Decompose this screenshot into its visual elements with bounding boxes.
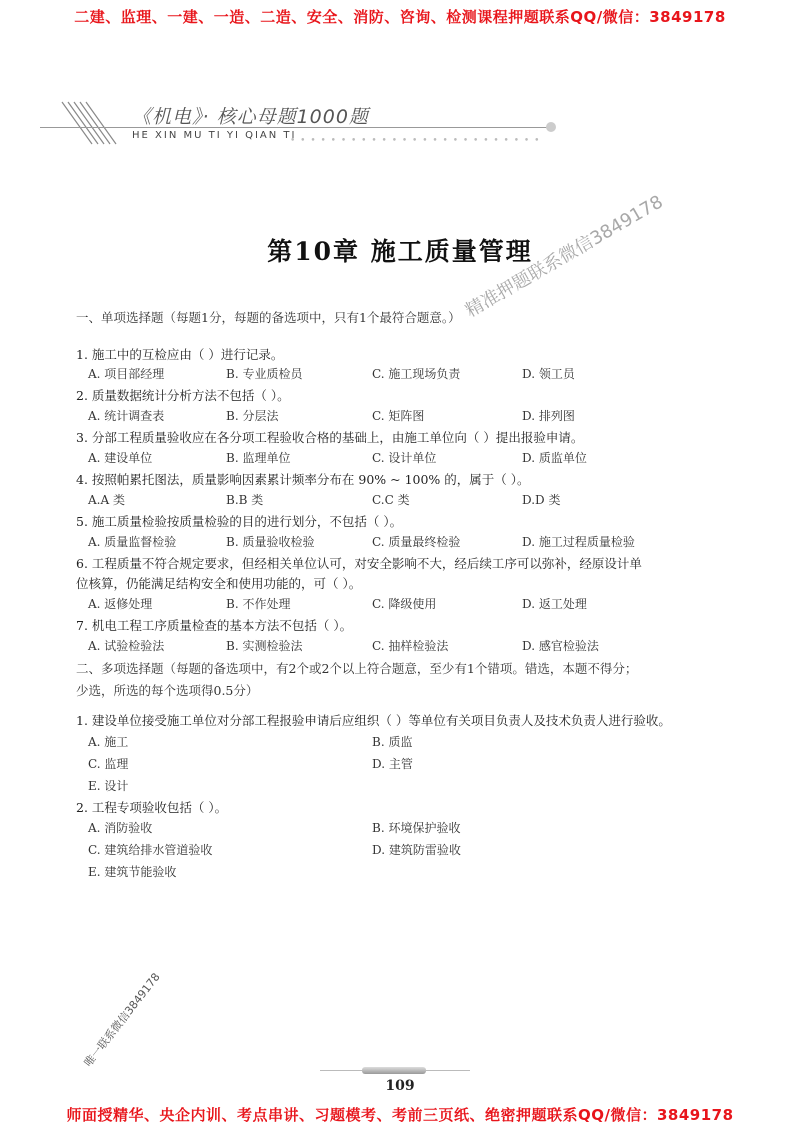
option: D. 建筑防雷验收 (372, 843, 461, 857)
option: A. 统计调查表 (88, 409, 165, 423)
corner-watermark: 唯一联系微信3849178 (81, 970, 163, 1070)
section-single-choice-heading: 一、单项选择题（每题1分，每题的备选项中，只有1个最符合题意。） (76, 310, 461, 325)
option: B. 专业质检员 (226, 367, 303, 381)
question-stem: 3. 分部工程质量验收应在各分项工程验收合格的基础上，由施工单位向（ ）提出报验申请。 (76, 430, 584, 445)
option: D. 施工过程质量检验 (522, 535, 635, 549)
question-stem: 1. 施工中的互检应由（ ）进行记录。 (76, 347, 284, 362)
question-stem: 1. 建设单位接受施工单位对分部工程报验申请后应组织（ ）等单位有关项目负责人及技术负责人进行验收。 (76, 713, 671, 728)
header-rule-end-dot (546, 122, 556, 132)
question-stem: 7. 机电工程工序质量检查的基本方法不包括（ ）。 (76, 618, 353, 633)
question-stem: 6. 工程质量不符合规定要求，但经相关单位认可，对安全影响不大，经后续工序可以弥补，经原设计单 (76, 556, 642, 571)
header-stripes-decoration (52, 100, 122, 146)
option: D. 领工员 (522, 367, 575, 381)
question-stem: 4. 按照帕累托图法，质量影响因素累计频率分布在 90% ~ 100% 的，属于（ ）。 (76, 472, 530, 487)
option: A. 试验检验法 (88, 639, 165, 653)
option: D.D 类 (522, 493, 561, 507)
option: A.A 类 (88, 493, 125, 507)
header-dots: • • • • • • • • • • • • • • • • • • • • • • • • • (290, 136, 541, 146)
option: C.C 类 (372, 493, 410, 507)
option: D. 主管 (372, 757, 413, 771)
option: A. 施工 (88, 735, 129, 749)
option: C. 建筑给排水管道验收 (88, 843, 213, 857)
option: B. 质量验收检验 (226, 535, 315, 549)
bottom-promo-banner: 师面授精华、央企内训、考点串讲、习题模考、考前三页纸、绝密押题联系QQ/微信：3849178 (66, 1106, 734, 1124)
question-stem: 5. 施工质量检验按质量检验的目的进行划分，不包括（ ）。 (76, 514, 403, 529)
option: D. 返工处理 (522, 597, 587, 611)
option: C. 设计单位 (372, 451, 437, 465)
option: A. 返修处理 (88, 597, 153, 611)
option: C. 矩阵图 (372, 409, 425, 423)
diagonal-watermark: 精准押题联系微信3849178 (462, 191, 667, 322)
page-footer-tab (362, 1067, 426, 1074)
option: B. 监理单位 (226, 451, 291, 465)
option: B. 分层法 (226, 409, 279, 423)
book-title-pinyin: HE XIN MU TI YI QIAN TI (132, 130, 297, 141)
option: E. 设计 (88, 779, 129, 793)
top-promo-banner: 二建、监理、一建、一造、二造、安全、消防、咨询、检测课程押题联系QQ/微信：3849178 (74, 8, 726, 26)
question-stem: 2. 工程专项验收包括（ ）。 (76, 800, 228, 815)
option: E. 建筑节能验收 (88, 865, 177, 879)
option: C. 施工现场负责 (372, 367, 461, 381)
question-stem: 2. 质量数据统计分析方法不包括（ ）。 (76, 388, 290, 403)
option: D. 感官检验法 (522, 639, 599, 653)
option: A. 项目部经理 (88, 367, 165, 381)
chapter-title: 第10章 施工质量管理 (267, 237, 533, 266)
option: D. 质监单位 (522, 451, 587, 465)
option: B. 不作处理 (226, 597, 291, 611)
book-header (40, 96, 560, 156)
option: B.B 类 (226, 493, 264, 507)
option: B. 环境保护验收 (372, 821, 461, 835)
option: C. 降级使用 (372, 597, 437, 611)
option: A. 消防验收 (88, 821, 153, 835)
option: C. 质量最终检验 (372, 535, 461, 549)
option: A. 建设单位 (88, 451, 153, 465)
section-multi-choice-heading-continued: 少选，所选的每个选项得0.5分） (76, 683, 259, 698)
option: C. 监理 (88, 757, 129, 771)
option: A. 质量监督检验 (88, 535, 177, 549)
section-multi-choice-heading: 二、多项选择题（每题的备选项中，有2个或2个以上符合题意，至少有1个错项。错选，本题不得分； (76, 661, 638, 676)
option: B. 质监 (372, 735, 413, 749)
question-stem-continued: 位核算，仍能满足结构安全和使用功能的，可（ ）。 (76, 576, 362, 591)
option: B. 实测检验法 (226, 639, 303, 653)
book-title: 《机电》· 核心母题1000题 (132, 106, 369, 128)
page-number: 109 (385, 1078, 415, 1094)
option: C. 抽样检验法 (372, 639, 449, 653)
option: D. 排列图 (522, 409, 575, 423)
